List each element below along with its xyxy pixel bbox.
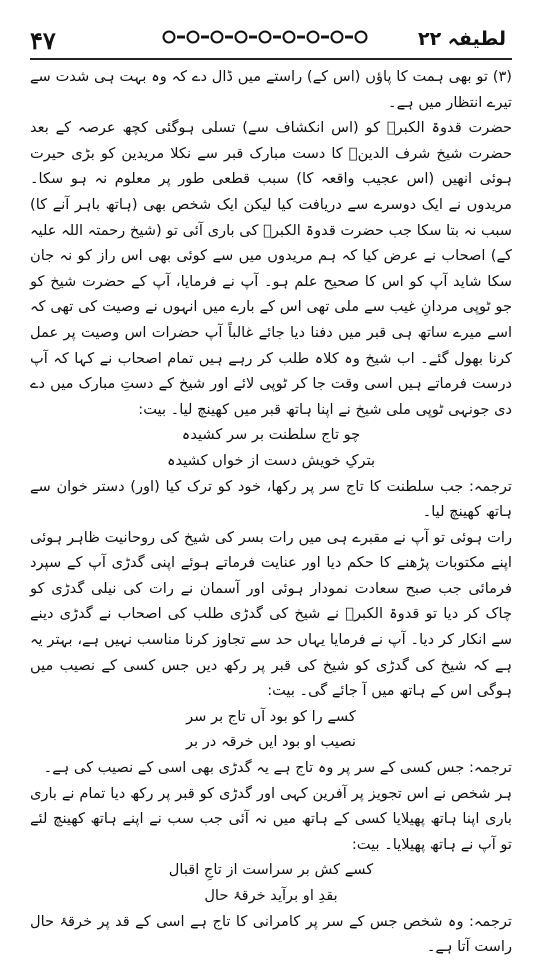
translation-2: ترجمہ: جس کسی کے سر پر وہ تاج ہے یہ گدڑی بھی اسی کے نصیب کی ہے۔ <box>43 759 512 777</box>
verse-line: چو تاج سلطنت بر سر کشیدہ <box>181 426 361 444</box>
couplet-2 <box>30 704 512 755</box>
section-title: لطیفہ ۲۲ <box>417 28 506 50</box>
paragraph-1: (۳) تو بھی ہمت کا پاؤں (اس کے) راستے میں ڈال دے کہ وہ بہت ہی شدت سے تیرے انتظار میں ہے۔ <box>30 68 512 111</box>
verse-line: بترکِ خویش دست از خواں کشیدہ <box>166 451 376 469</box>
header-rule <box>30 58 512 60</box>
verse-line: کسے کش بر سراست از تاجِ اقبال <box>168 861 374 879</box>
couplet-1 <box>30 422 512 473</box>
verse-line: بقدِ او برآید خرقۂ حال <box>204 887 338 904</box>
page-header <box>0 0 540 62</box>
paragraph-4: ہر شخص نے اس تجویز پر آفرین کہی اور گدڑی کو قبر پر رکھ دیا تمام نے باری باری اپنا ہاتھ پھیلایا کسی کے ہاتھ میں نہ آئی جب سب نے اپنے ہاتھ کھینچ لئے تو آپ نے ہاتھ پھیلایا۔ بیت: <box>30 784 512 853</box>
couplet-3 <box>30 857 512 908</box>
paragraph-3: رات ہوئی تو آپ نے مقبرے ہی میں رات بسر کی شیخ کی روحانیت ظاہر ہوئی اپنے مکتوبات پڑھنے کا حکم دیا اور عنایت فرماتے ہوئے اپنی گدڑی آپ کے سپرد فرمائی جب صبح سعادت نمودار ہوئی اور آسمان نے رات کی نیلی گدڑی کو چاک کر دیا تو قدوۃ الکبرؒ نے شیخ کی گدڑی طلب کی اصحاب نے گدڑی دینے سے انکار کر دیا۔ آپ نے فرمایا یہاں حد سے تجاوز کرنا مناسب نہیں ہے، بہتر یہ ہے کہ شیخ کی گدڑی کو شیخ کی قبر پر رکھ دیں جس کسی کے نصیب میں ہوگی اس کے ہاتھ میں آ جائے گی۔ بیت: <box>30 528 512 700</box>
translation-1: ترجمہ: جب سلطنت کا تاج سر پر رکھا، خود کو ترک کیا (اور) دستر خوان سے ہاتھ کھینچ لیا۔ <box>30 477 512 521</box>
page-number: ۴۷ <box>30 26 56 55</box>
paragraph-2: حضرت قدوۃ الکبرؒ کو (اس انکشاف سے) تسلی ہوگئی کچھ عرصہ کے بعد حضرت شیخ شرف الدینؒ کا دست مبارک قبر سے نکلا مریدین کو بڑی حیرت ہوئی انھیں (اس عجیب واقعہ کا) سبب قطعی طور پر معلوم نہ ہو سکا۔ مریدوں نے ایک دوسرے سے دریافت کیا لیکن ایک شخص بھی (ہاتھ باہر آنے کا) سبب نہ بتا سکا جب حضرت قدوۃ الکبرؒ کی باری آئی تو (شیخ رحمتہ اللہ علیہ کے) اصحاب نے عرض کیا کہ ہم مریدوں میں سے کوئی بھی اس راز کو نہ جان سکا شاید آپ کو اس کا صحیح علم ہو۔ آپ نے فرمایا، آپ کے حضرت شیخ کو جو ٹوپی مردانِ غیب سے ملی تھی اس کے بارے میں انہوں نے وصیت کی تھی کہ اسے میرے ساتھ ہی قبر میں دفنا دیا جائے غالباً آپ حضرات اس وصیت پر عمل کرنا بھول گئے۔ اب شیخ وہ کلاہ طلب کر رہے ہیں تمام اصحاب نے کہا کہ آپ درست فرماتے ہیں اسی وقت جا کر ٹوپی لائے اور شیخ کے دستِ مبارک میں دے دی جونہی ٹوپی ملی شیخ نے اپنا ہاتھ قبر میں کھینچ لیا۔ بیت: <box>30 119 512 418</box>
verse-line: کسے را کو بود آں تاج بر سر <box>186 707 356 725</box>
verse-line: نصیب او بود ایں خرقہ در بر <box>186 733 356 751</box>
header-ornament <box>160 28 370 46</box>
page-body <box>30 64 512 960</box>
translation-3: ترجمہ: وہ شخص جس کے سر پر کامرانی کا تاج ہے اسی کے قد پر خرقۂ حال راست آتا ہے۔ <box>30 912 512 956</box>
